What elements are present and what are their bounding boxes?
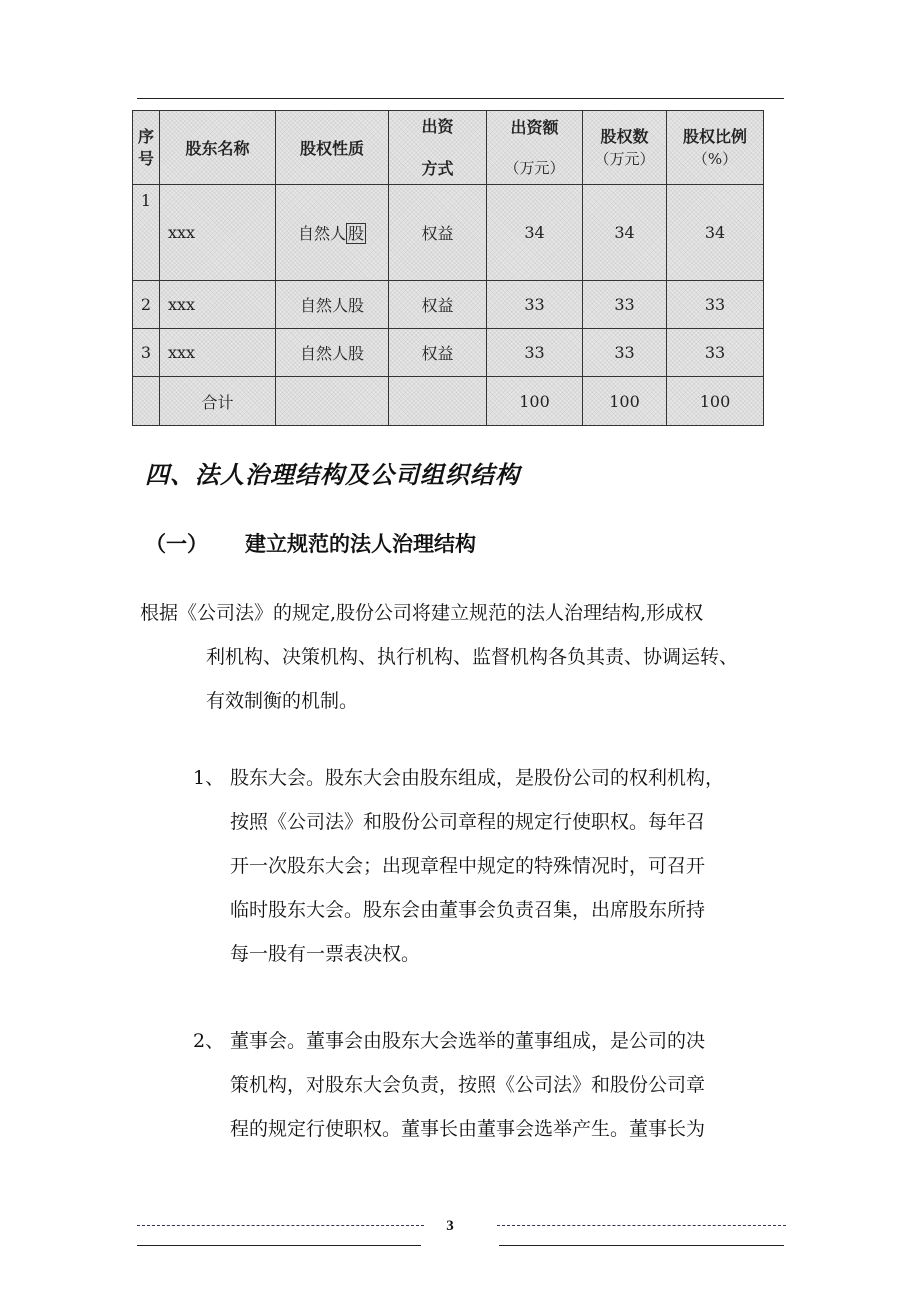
list-number: 2、 [193, 1030, 225, 1052]
paragraph-line: 开一次股东大会；出现章程中规定的特殊情况时，可召开 [230, 855, 706, 877]
cell-seq: 1 [133, 185, 160, 281]
footer-rule [137, 1245, 421, 1246]
list-item-board-of-directors [193, 1019, 705, 1151]
subsection-title: 建立规范的法人治理结构 [245, 532, 476, 556]
cell-nature: 自然人股 [276, 329, 389, 377]
header-contribution-amount: 出资额 （万元） [487, 111, 583, 185]
header-share-count: 股权数 （万元） [583, 111, 667, 185]
cell-ratio: 33 [667, 281, 764, 329]
cell-seq: 3 [133, 329, 160, 377]
header-shareholder-name: 股东名称 [160, 111, 276, 185]
header-share-ratio: 股权比例 （%） [667, 111, 764, 185]
cell-method: 权益 [389, 281, 487, 329]
cell-ratio: 34 [667, 185, 764, 281]
paragraph-line: 根据《公司法》的规定,股份公司将建立规范的法人治理结构,形成权 [140, 602, 704, 624]
paragraph-line: 程的规定行使职权。董事长由董事会选举产生。董事长为 [230, 1118, 706, 1140]
cell-amount: 33 [487, 281, 583, 329]
cell-shares: 33 [583, 281, 667, 329]
header-rule [137, 98, 784, 99]
table-total-row [133, 377, 764, 426]
cell-total-shares: 100 [583, 377, 667, 426]
cell-total-ratio: 100 [667, 377, 764, 426]
list-number: 1、 [193, 767, 225, 789]
list-item-shareholders-meeting [193, 756, 724, 976]
cell-ratio: 33 [667, 329, 764, 377]
cell-total-label: 合计 [160, 377, 276, 426]
cell-method: 权益 [389, 185, 487, 281]
cell-shares: 34 [583, 185, 667, 281]
paragraph-line: 按照《公司法》和股份公司章程的规定行使职权。每年召 [230, 811, 706, 833]
cell-nature [276, 377, 389, 426]
paragraph-line: 1、 股东大会。股东大会由股东组成，是股份公司的权利机构， [193, 756, 724, 800]
paragraph-line: 利机构、决策机构、执行机构、监督机构各负其责、协调运转、 [206, 646, 739, 668]
footer-rule [499, 1245, 784, 1246]
paragraph-line: 临时股东大会。股东会由董事会负责召集，出席股东所持 [230, 899, 706, 921]
header-seq: 序 号 [133, 111, 160, 185]
section-heading: 四、法人治理结构及公司组织结构 [145, 461, 520, 489]
cell-nature: 自然人 股 [276, 185, 389, 281]
subsection-number: （一） [145, 532, 208, 556]
cell-name: xxx [160, 185, 276, 281]
table-row [133, 281, 764, 329]
table-header-row [133, 111, 764, 185]
paragraph-line: 策机构，对股东大会负责，按照《公司法》和股份公司章 [230, 1074, 706, 1096]
cell-method: 权益 [389, 329, 487, 377]
paragraph-line: 有效制衡的机制。 [206, 690, 359, 712]
footer-rule [137, 1225, 424, 1226]
paragraph-line: 2、 董事会。董事会由股东大会选举的董事组成，是公司的决 [193, 1019, 705, 1063]
cell-amount: 34 [487, 185, 583, 281]
cursor-box: 股 [348, 224, 365, 243]
paragraph-line: 每一股有一票表决权。 [230, 943, 421, 965]
table-row [133, 329, 764, 377]
cell-method [389, 377, 487, 426]
intro-paragraph [140, 591, 738, 723]
cell-seq: 2 [133, 281, 160, 329]
cell-shares: 33 [583, 329, 667, 377]
shareholder-table [132, 110, 764, 426]
table-row [133, 185, 764, 281]
cell-name: xxx [160, 281, 276, 329]
cell-nature: 自然人股 [276, 281, 389, 329]
cell-name: xxx [160, 329, 276, 377]
cell-seq [133, 377, 160, 426]
page-number: 3 [446, 1218, 454, 1234]
footer-rule [497, 1225, 786, 1226]
header-equity-nature: 股权性质 [276, 111, 389, 185]
header-contribution-method: 出资 方式 [389, 111, 487, 185]
cell-amount: 33 [487, 329, 583, 377]
subsection-heading [145, 528, 476, 558]
cell-total-amount: 100 [487, 377, 583, 426]
